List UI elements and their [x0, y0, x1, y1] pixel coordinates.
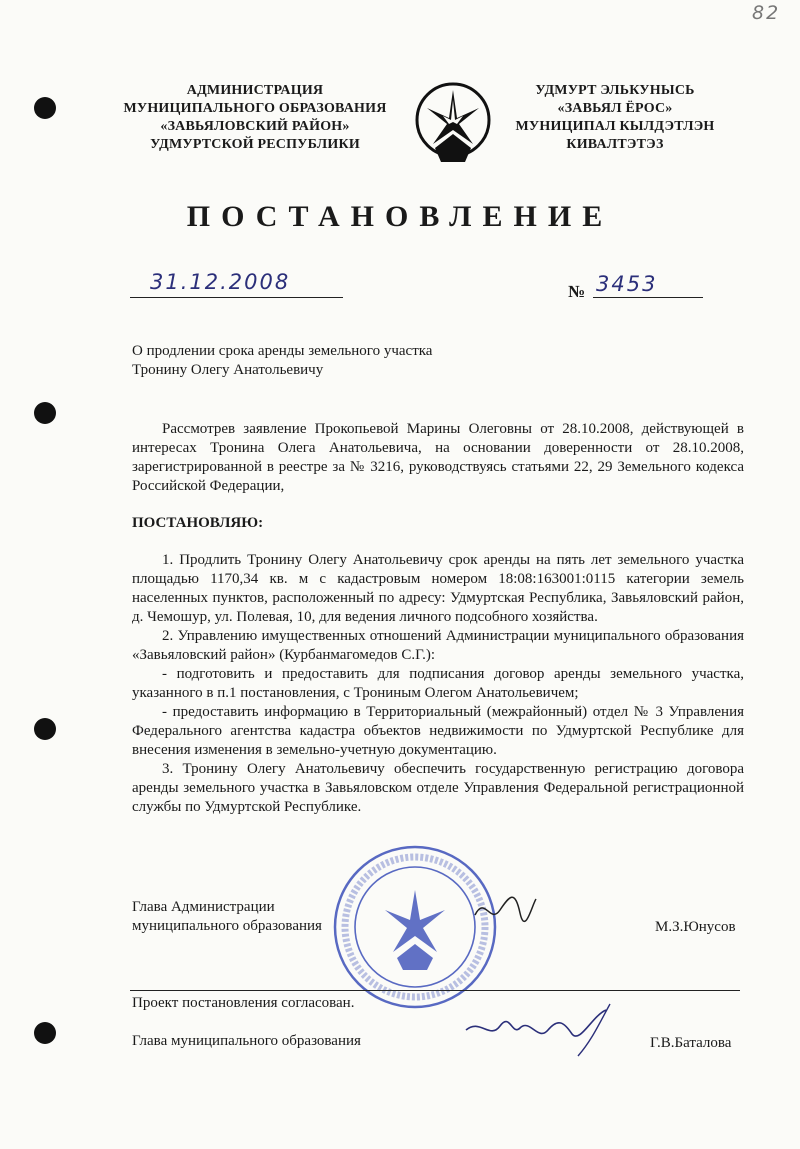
subject-line: Тронину Олегу Анатольевичу	[132, 362, 324, 378]
decree-item: - предоставить информацию в Территориальный (межрайонный) отдел № 3 Управления Федерального агентства кадастра объектов недвижимости по Удмуртской Республике для внесения изменения в земельно-учетную документацию.	[132, 704, 744, 758]
punch-hole	[34, 1022, 56, 1044]
header-right-line: КИВАЛТЭТЭЗ	[566, 137, 664, 152]
divider-line	[130, 990, 740, 991]
header-right-line: «ЗАВЬЯЛ ЁРОС»	[557, 101, 673, 116]
decree-item: 1. Продлить Тронину Олегу Анатольевичу срок аренды на пять лет земельного участка площадью 1170,34 кв. м с кадастровым номером 18:08:163001:0115 категории земель населенных пунктов, расположенный по адресу: Удмуртская Республика, Завьяловский район, д. Чемошур, ул. Полевая, 10, для ведения личного подсобного хозяйства.	[132, 552, 744, 625]
subject-line: О продлении срока аренды земельного участка	[132, 343, 433, 359]
approval-position: Глава муниципального образования	[132, 1033, 361, 1049]
document-title: ПОСТАНОВЛЕНИЕ	[186, 200, 614, 233]
header-right-line: УДМУРТ ЭЛЬКУНЫСЬ	[535, 83, 695, 98]
emblem-logo	[413, 78, 493, 168]
approval-signature	[460, 1000, 620, 1060]
document-number: 3453	[596, 272, 658, 296]
signatory-position-line: Глава Администрации	[132, 899, 275, 915]
punch-hole	[34, 718, 56, 740]
document-subject	[132, 342, 432, 380]
decree-items	[132, 551, 744, 817]
punch-hole	[34, 97, 56, 119]
signatory-position-line: муниципального образования	[132, 918, 322, 934]
page-number: 82	[752, 2, 781, 24]
approval-note: Проект постановления согласован.	[132, 995, 355, 1011]
header-right	[505, 82, 725, 154]
header-right-line: МУНИЦИПАЛ КЫЛДЭТЛЭН	[515, 119, 715, 134]
number-label: №	[568, 282, 586, 301]
header-left-line: МУНИЦИПАЛЬНОГО ОБРАЗОВАНИЯ	[123, 101, 387, 116]
date-underline	[130, 297, 343, 298]
header-left-line: УДМУРТСКОЙ РЕСПУБЛИКИ	[150, 137, 360, 152]
header-left-line: «ЗАВЬЯЛОВСКИЙ РАЙОН»	[160, 119, 350, 134]
decree-item: - подготовить и предоставить для подписания договор аренды земельного участка, указанного в п.1 постановления, с Трониным Олегом Анатольевичем;	[132, 666, 744, 701]
number-underline	[593, 297, 703, 298]
header-left	[110, 82, 400, 154]
signatory-position	[132, 898, 322, 936]
decree-heading: ПОСТАНОВЛЯЮ:	[132, 515, 264, 531]
signatory-name: М.З.Юнусов	[655, 919, 736, 935]
handwritten-signature	[470, 885, 540, 935]
decree-item: 3. Тронину Олегу Анатольевичу обеспечить государственную регистрацию договора аренды земельного участка в Завьяловском отделе Управления Федеральной регистрационной службы по Удмуртской Республике.	[132, 761, 744, 815]
document-date: 31.12.2008	[150, 270, 291, 294]
approval-name: Г.В.Баталова	[650, 1035, 732, 1051]
header-left-line: АДМИНИСТРАЦИЯ	[186, 83, 324, 98]
decree-item: 2. Управлению имущественных отношений Администрации муниципального образования «Завьяловский район» (Курбанмагомедов С.Г.):	[132, 628, 744, 663]
preamble-paragraph: Рассмотрев заявление Прокопьевой Марины Олеговны от 28.10.2008, действующей в интересах Тронина Олега Анатольевича, на основании доверенности от 28.10.2008, зарегистрированной в реестре за № 3216, руководствуясь статьями 22, 29 Земельного кодекса Российской Федерации,	[132, 421, 744, 494]
punch-hole	[34, 402, 56, 424]
